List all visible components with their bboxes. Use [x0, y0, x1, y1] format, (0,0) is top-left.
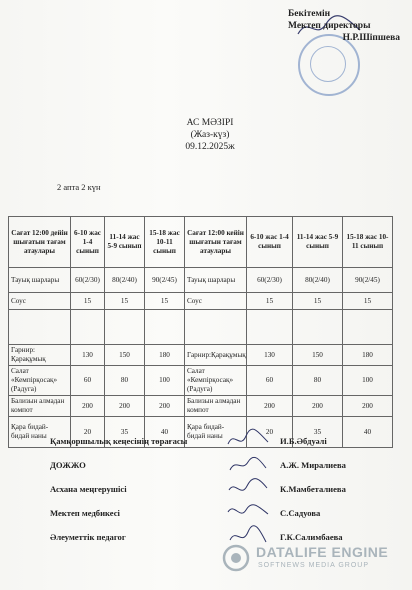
signature-row — [50, 484, 390, 504]
signature-row — [50, 508, 390, 528]
table-cell — [9, 310, 71, 345]
table-cell — [71, 310, 105, 345]
signature-role: Әлеуметтік педагог — [50, 532, 126, 542]
table-cell: 90(2/45) — [145, 268, 185, 293]
table-header: 15-18 жас 10-11 сынып — [145, 217, 185, 268]
table-cell: 35 — [105, 417, 145, 448]
table-cell: 80 — [105, 366, 145, 396]
table-cell: 130 — [71, 345, 105, 366]
table-cell — [105, 310, 145, 345]
table-cell: 200 — [343, 396, 393, 417]
table-cell — [185, 310, 247, 345]
table-cell: 130 — [247, 345, 293, 366]
signature-row — [50, 460, 390, 480]
handwritten-signature — [226, 476, 270, 500]
table-header: Сағат 12:00 кейін шығатын тағам атаулары — [185, 217, 247, 268]
table-header: 6-10 жас 1-4 сынып — [71, 217, 105, 268]
table-cell: 60 — [71, 366, 105, 396]
signature-name: С.Садуова — [280, 508, 321, 518]
table-cell: 80 — [293, 366, 343, 396]
table-cell: 60(2/30) — [71, 268, 105, 293]
table-cell: 150 — [105, 345, 145, 366]
table-cell: 15 — [247, 293, 293, 310]
menu-title-line-2: (Жаз-күз) — [190, 130, 230, 140]
table-cell: 15 — [105, 293, 145, 310]
table-cell: 100 — [343, 366, 393, 396]
table-header: 11-14 жас 5-9 сынып — [105, 217, 145, 268]
table-cell: 80(2/40) — [293, 268, 343, 293]
table-cell: 180 — [343, 345, 393, 366]
table-cell: Салат «Кемпірқосақ» (Радуга) — [185, 366, 247, 396]
table-row — [9, 293, 393, 310]
table-cell: Қара бидай- бидай наны — [185, 417, 247, 448]
table-cell: Гарнир: Қарақұмық — [9, 345, 71, 366]
signature-role: ДОЖЖО — [50, 460, 86, 470]
table-cell: 60 — [247, 366, 293, 396]
table-row — [9, 396, 393, 417]
table-cell: 20 — [247, 417, 293, 448]
table-cell: Соус — [185, 293, 247, 310]
table-cell: 40 — [145, 417, 185, 448]
table-cell: Тауық шарлары — [185, 268, 247, 293]
table-cell: 15 — [343, 293, 393, 310]
approval-line-3: Н.Р.Шіпшева — [342, 33, 400, 43]
table-row — [9, 345, 393, 366]
signature-role: Мектеп медбикесі — [50, 508, 120, 518]
table-cell: 200 — [105, 396, 145, 417]
handwritten-signature — [226, 500, 270, 524]
table-cell: 200 — [145, 396, 185, 417]
table-cell: 20 — [71, 417, 105, 448]
signature-name: И.Б.Әбдуәлі — [280, 436, 327, 446]
signature-name: А.Ж. Миралиева — [280, 460, 346, 470]
table-cell: 200 — [247, 396, 293, 417]
watermark — [222, 540, 402, 580]
table-cell — [293, 310, 343, 345]
watermark-brand: DATALIFE ENGINE — [256, 544, 389, 560]
week-label: 2 апта 2 күн — [57, 182, 101, 192]
signature-row — [50, 436, 390, 456]
table-cell: 35 — [293, 417, 343, 448]
approval-line-1: Бекітемін — [288, 9, 331, 19]
table-cell: Гарнир:Қарақұмық — [185, 345, 247, 366]
table-cell: 150 — [293, 345, 343, 366]
table-cell: 200 — [71, 396, 105, 417]
table-row — [9, 366, 393, 396]
table-cell: 90(2/45) — [343, 268, 393, 293]
table-cell: 200 — [293, 396, 343, 417]
table-header: 6-10 жас 1-4 сынып — [247, 217, 293, 268]
table-cell: Тауық шарлары — [9, 268, 71, 293]
signature-role: Қамқоршылық кеңесінің төрағасы — [50, 436, 188, 446]
table-cell — [247, 310, 293, 345]
approval-block — [288, 8, 400, 44]
table-header: 11-14 жас 5-9 сынып — [293, 217, 343, 268]
signature-name: Г.К.Салимбаева — [280, 532, 343, 542]
menu-title — [120, 117, 300, 153]
watermark-subtitle: SOFTNEWS MEDIA GROUP — [258, 562, 370, 569]
watermark-logo-icon — [222, 544, 250, 572]
table-cell: 80(2/40) — [105, 268, 145, 293]
handwritten-signature — [226, 428, 270, 452]
handwritten-signature — [226, 452, 270, 476]
table-cell: Қара бидай- бидай наны — [9, 417, 71, 448]
table-cell: Бализын алмадан компот — [9, 396, 71, 417]
table-cell: Соус — [9, 293, 71, 310]
table-cell — [145, 310, 185, 345]
table-cell: 100 — [145, 366, 185, 396]
menu-date: 09.12.2025ж — [185, 142, 235, 152]
table-header: Сағат 12:00 дейін шығатын тағам атаулары — [9, 217, 71, 268]
table-cell — [343, 310, 393, 345]
table-header-row — [9, 217, 393, 268]
menu-table — [8, 216, 393, 448]
menu-title-line-1: АС МӘЗІРІ — [186, 118, 234, 128]
table-row — [9, 310, 393, 345]
table-cell: 15 — [293, 293, 343, 310]
table-cell: 40 — [343, 417, 393, 448]
table-cell: Бализын алмадан компот — [185, 396, 247, 417]
approval-line-2: Мектеп директоры — [288, 21, 371, 31]
signature-role: Асхана меңгерушісі — [50, 484, 127, 494]
table-cell: 180 — [145, 345, 185, 366]
table-row — [9, 268, 393, 293]
signature-name: К.Мамбеталиева — [280, 484, 346, 494]
table-cell: 15 — [145, 293, 185, 310]
table-cell: 60(2/30) — [247, 268, 293, 293]
table-cell: 15 — [71, 293, 105, 310]
table-cell: Салат «Кемпірқосақ» (Радуга) — [9, 366, 71, 396]
table-header: 15-18 жас 10-11 сынып — [343, 217, 393, 268]
